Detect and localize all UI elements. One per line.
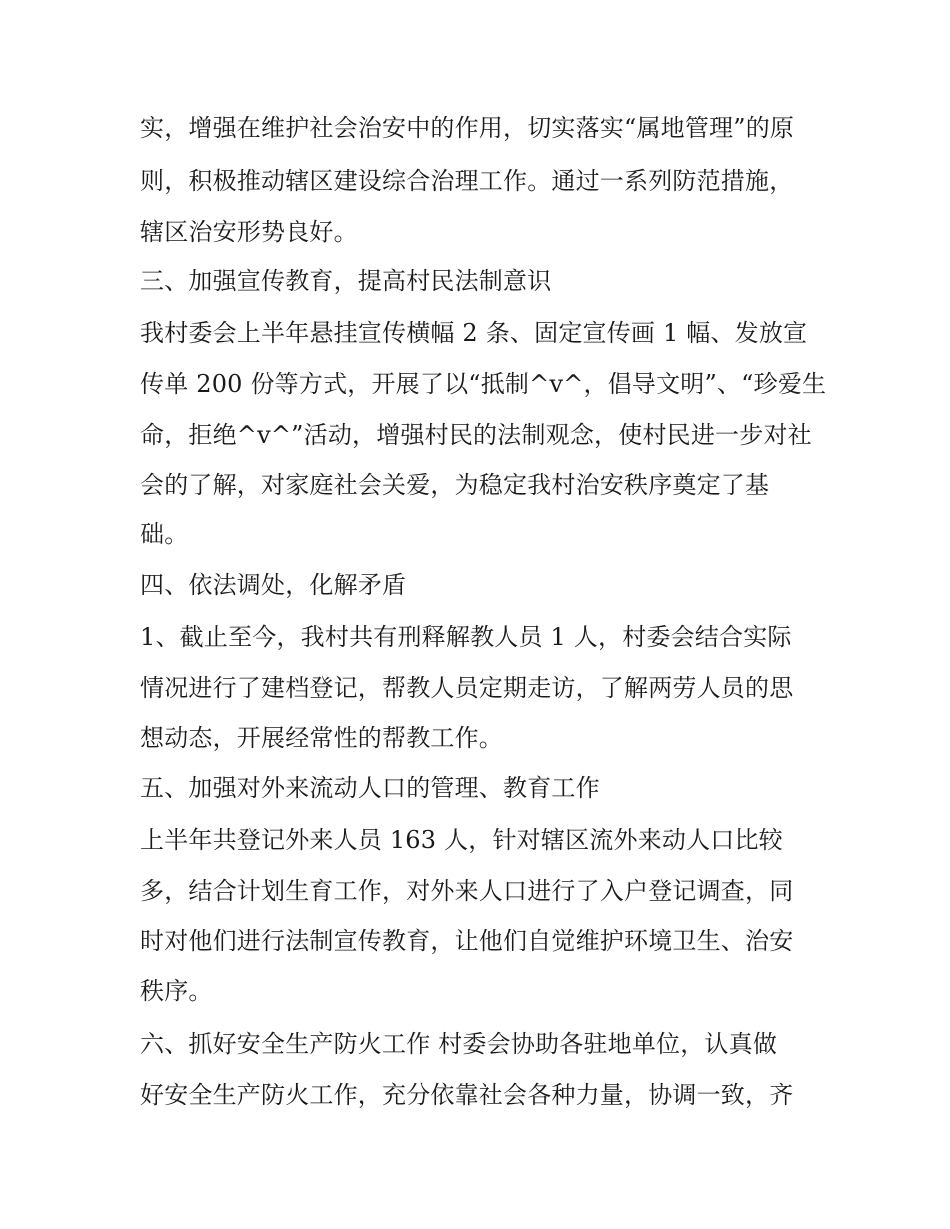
body-text-line: 我村委会上半年悬挂宣传横幅 2 条、固定宣传画 1 幅、发放宣 xyxy=(140,319,808,347)
body-text-line: 上半年共登记外来人员 163 人，针对辖区流外来动人口比较 xyxy=(140,826,783,854)
body-text-line: 好安全生产防火工作，充分依靠社会各种力量，协调一致，齐 xyxy=(140,1081,794,1109)
body-text-line: 多，结合计划生育工作，对外来人口进行了入户登记调查，同 xyxy=(140,877,794,905)
body-text-line: 想动态，开展经常性的帮教工作。 xyxy=(140,724,503,752)
section-heading-4: 四、依法调处，化解矛盾 xyxy=(140,571,407,599)
body-text-line: 实，增强在维护社会治安中的作用，切实落实“属地管理”的原 xyxy=(140,114,795,142)
section-heading-5: 五、加强对外来流动人口的管理、教育工作 xyxy=(140,774,600,802)
body-text-line: 传单 200 份等方式，开展了以“抵制^v^，倡导文明”、“珍爱生 xyxy=(140,370,827,398)
section-heading-3: 三、加强宣传教育，提高村民法制意识 xyxy=(140,267,552,295)
body-text-line: 础。 xyxy=(140,520,189,548)
section-heading-6: 六、抓好安全生产防火工作 村委会协助各驻地单位，认真做 xyxy=(140,1030,778,1058)
body-text-line: 辖区治安形势良好。 xyxy=(140,218,358,246)
body-text-line: 会的了解，对家庭社会关爱，为稳定我村治安秩序奠定了基 xyxy=(140,471,770,499)
body-text-line: 则，积极推动辖区建设综合治理工作。通过一系列防范措施， xyxy=(140,167,794,195)
body-text-line: 时对他们进行法制宣传教育，让他们自觉维护环境卫生、治安 xyxy=(140,927,794,955)
body-text-line: 情况进行了建档登记，帮教人员定期走访，了解两劳人员的思 xyxy=(140,674,794,702)
body-text-line: 秩序。 xyxy=(140,977,213,1005)
body-text-line: 1、截止至今，我村共有刑释解教人员 1 人，村委会结合实际 xyxy=(140,623,792,651)
body-text-line: 命，拒绝^v^”活动，增强村民的法制观念，使村民进一步对社 xyxy=(140,421,812,449)
